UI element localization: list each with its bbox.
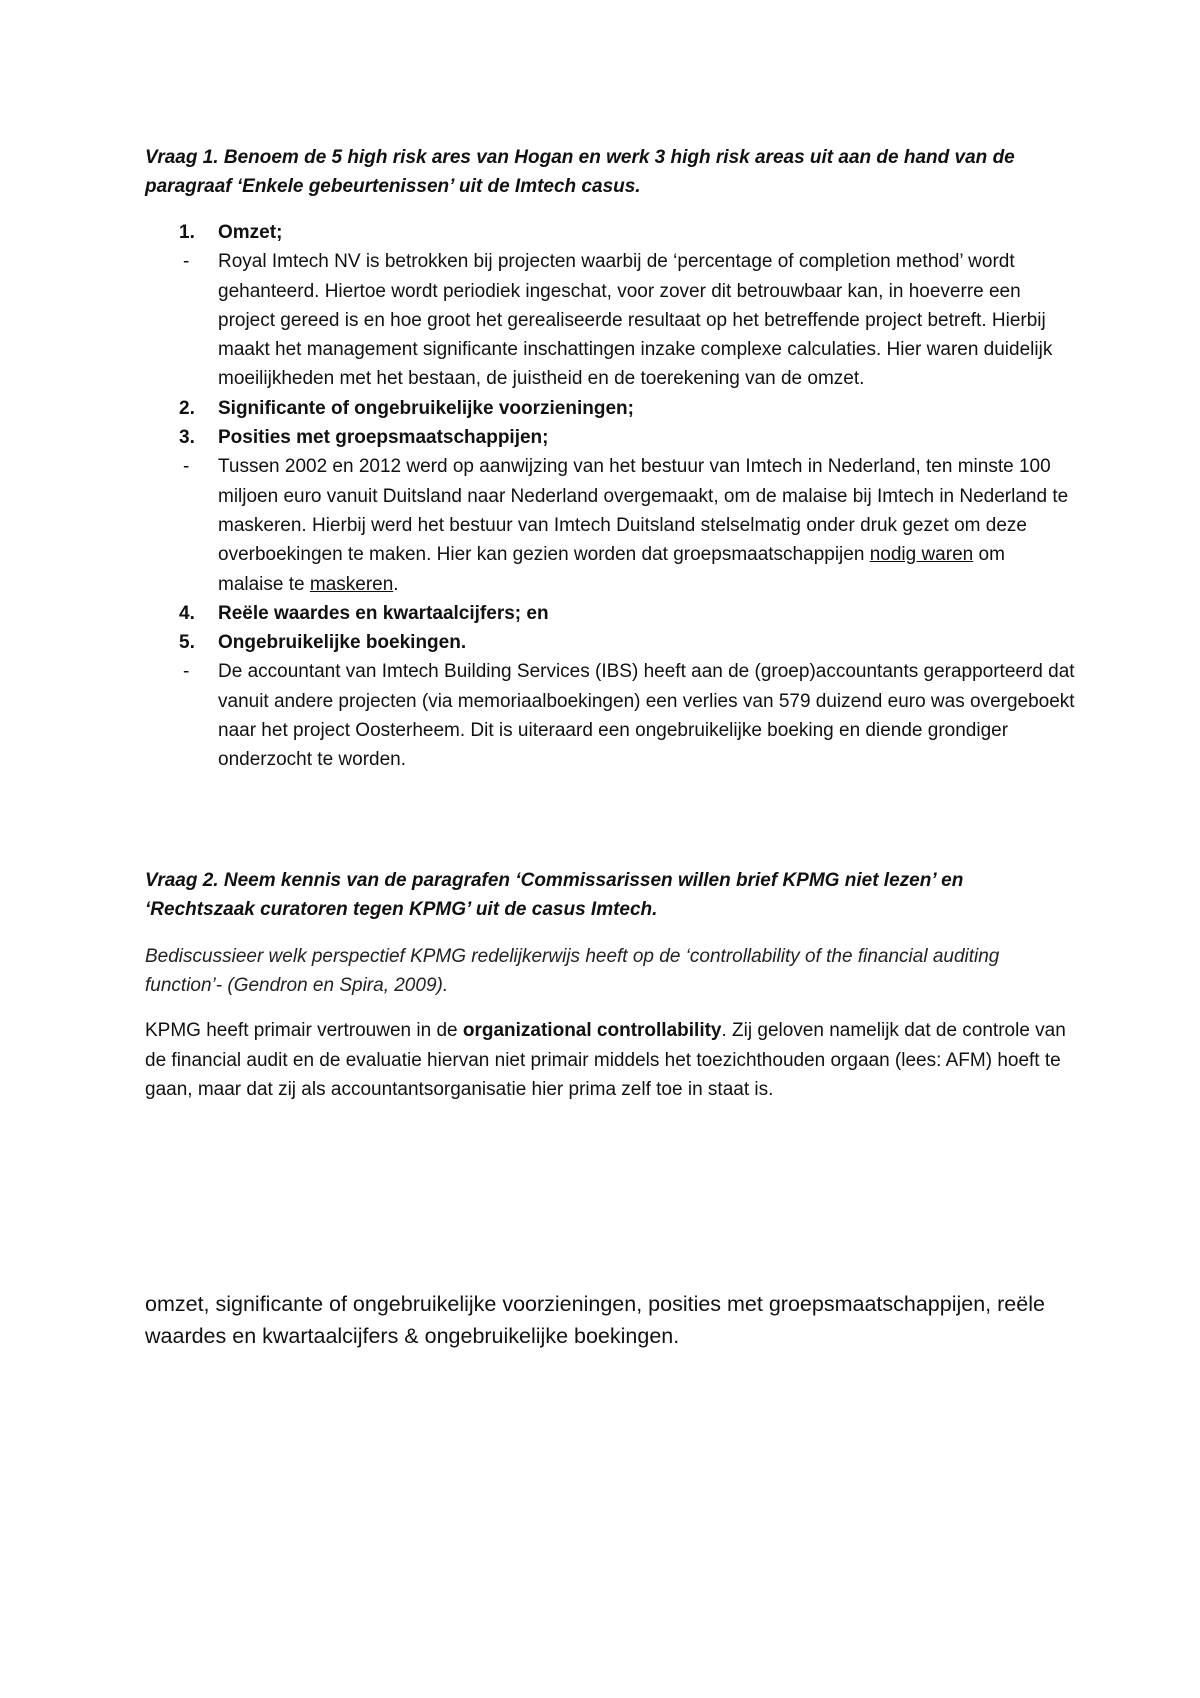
list-item-5	[145, 628, 1075, 657]
question-2-intro: Bediscussieer welk perspectief KPMG redelijkerwijs heeft op de ‘controllability of the financial auditing function’- (Gendron en Spira, 2009).	[145, 946, 1000, 996]
description-text: Royal Imtech NV is betrokken bij projecten waarbij de ‘percentage of completion method’ wordt gehanteerd. Hiertoe wordt periodiek ingeschat, voor zover dit betrouwbaar kan, in hoeverre een project gereed is en hoe groot het gerealiseerde resultaat op het betreffende project betreft. Hierbij maakt het management significante inschattingen inzake complexe calculaties. Hier waren duidelijk moeilijkheden met het bestaan, de juistheid en de toerekening van de omzet.	[218, 251, 1053, 390]
answer-text-part: KPMG heeft primair vertrouwen in de	[145, 1020, 463, 1041]
dash-bullet: -	[183, 456, 190, 478]
list-item-4-label: Reële waardes en kwartaalcijfers; en	[218, 602, 549, 624]
underlined-text: nodig waren	[869, 544, 974, 566]
dash-bullet: -	[183, 661, 190, 683]
list-item-1-description	[145, 247, 1075, 393]
list-item-3	[145, 423, 1075, 452]
list-item-2-label: Significante of ongebruikelijke voorzieningen;	[218, 397, 634, 419]
dash-bullet: -	[183, 251, 190, 273]
description-text	[218, 456, 1068, 594]
question-2-answer	[145, 1016, 1070, 1105]
list-item-5-description	[145, 657, 1075, 774]
list-item-2-number: 2.	[179, 397, 195, 419]
list-item-5-number: 5.	[179, 632, 195, 654]
question-1-heading: Vraag 1. Benoem de 5 high risk ares van Hogan en werk 3 high risk areas uit aan de hand van de paragraaf ‘Enkele gebeurtenissen’ uit de Imtech casus.	[145, 147, 1015, 197]
list-item-1	[145, 218, 1075, 247]
list-item-5-label: Ongebruikelijke boekingen.	[218, 632, 467, 654]
question-2-heading: Vraag 2. Neem kennis van de paragrafen ‘Commissarissen willen brief KPMG niet lezen’ en ‘Rechtszaak curatoren tegen KPMG’ uit de casus Imtech.	[145, 870, 964, 920]
list-item-3-number: 3.	[179, 427, 195, 449]
list-item-4-number: 4.	[179, 602, 195, 624]
list-item-3-description	[145, 452, 1075, 598]
list-item-2	[145, 394, 1075, 423]
description-text-part: om malaise te	[218, 544, 1005, 595]
summary-paragraph: omzet, significante of ongebruikelijke voorzieningen, posities met groepsmaatschappijen, reële waardes en kwartaalcijfers & ongebruikelijke boekingen.	[145, 1292, 1045, 1348]
list-item-1-number: 1.	[179, 222, 195, 243]
list-item-1-label: Omzet;	[218, 222, 283, 243]
answer-text-part: . Zij geloven namelijk dat de controle van de financial audit en de evaluatie hiervan niet primair middels het toezichthouden orgaan (lees: AFM) hoeft te gaan, maar dat zij als accountantsorganisatie hier prima zelf toe in staat is.	[145, 1020, 1066, 1100]
description-text: De accountant van Imtech Building Services (IBS) heeft aan de (groep)accountants gerapporteerd dat vanuit andere projecten (via memoriaalboekingen) een verlies van 579 duizend euro was overgeboekt naar het project Oosterheem. Dit is uiteraard een ongebruikelijke boeking en diende grondiger onderzocht te worden.	[218, 661, 1075, 771]
underlined-text: maskeren	[309, 573, 394, 595]
description-text-part: Tussen 2002 en 2012 werd op aanwijzing van het bestuur van Imtech in Nederland, ten minste 100 miljoen euro vanuit Duitsland naar Nederland overgemaakt, om de malaise bij Imtech in Nederland te maskeren. Hierbij werd het bestuur van Imtech Duitsland stelselmatig onder druk gezet om deze overboekingen te maken. Hier kan gezien worden dat groepsmaatschappijen	[218, 456, 1069, 566]
description-text-part: .	[393, 573, 399, 595]
list-item-3-label: Posities met groepsmaatschappijen;	[218, 427, 549, 449]
high-risk-areas-list	[145, 218, 1075, 775]
list-item-4	[145, 599, 1075, 628]
answer-bold-term: organizational controllability	[462, 1020, 722, 1041]
